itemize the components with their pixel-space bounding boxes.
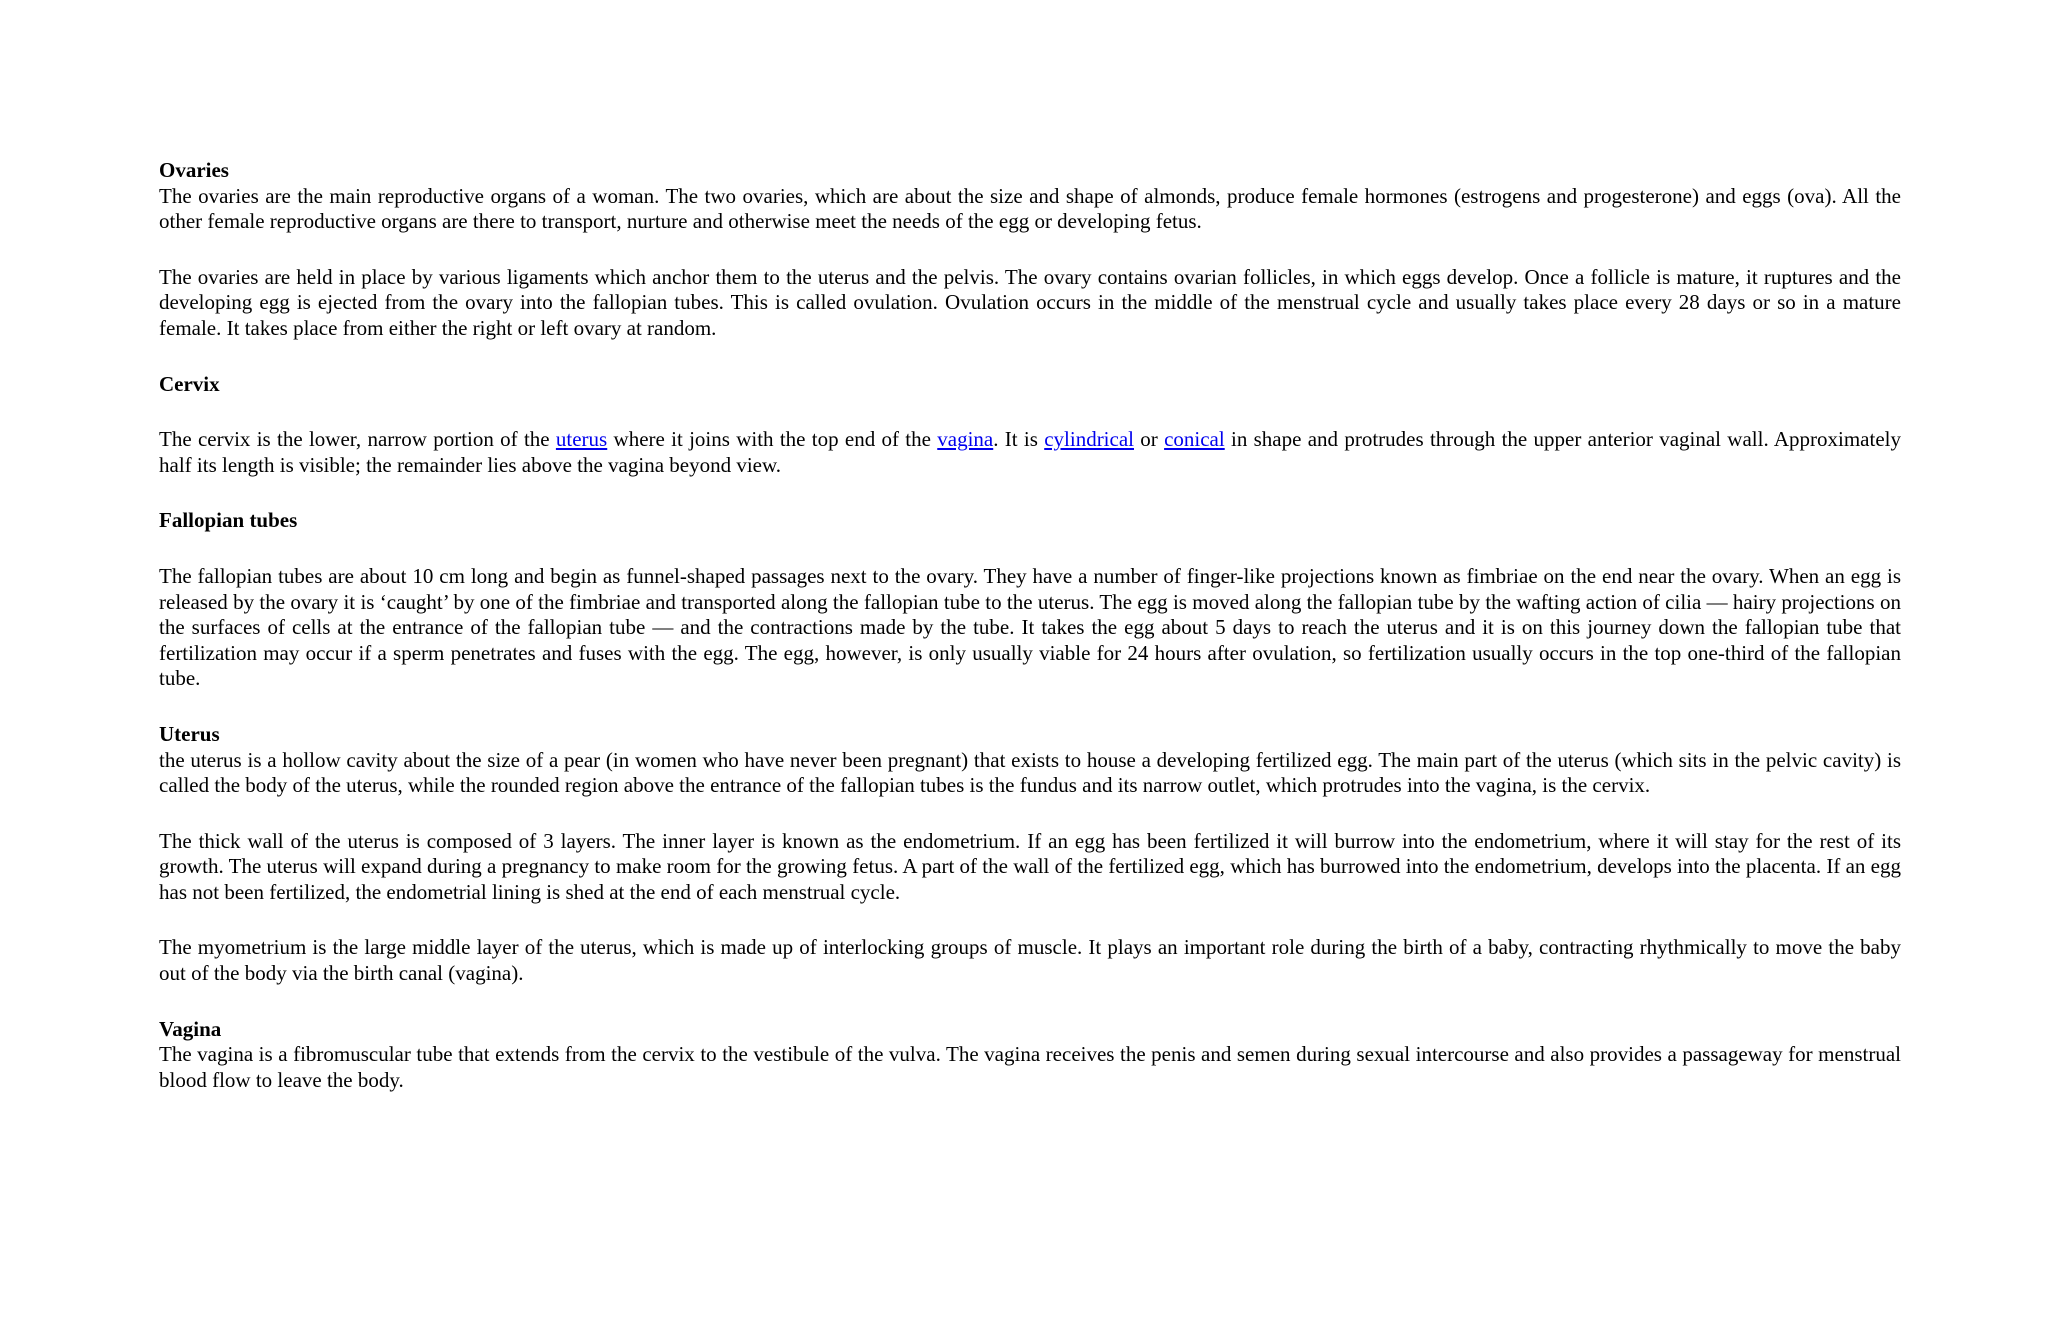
spacer [159, 342, 1901, 372]
spacer [159, 987, 1901, 1017]
spacer [159, 534, 1901, 564]
link-uterus[interactable]: uterus [555, 427, 608, 452]
spacer [159, 235, 1901, 265]
document-page [159, 158, 1901, 1093]
cervix-text-3: . It is [993, 427, 1045, 452]
spacer [159, 397, 1901, 427]
heading-ovaries: Ovaries [159, 158, 229, 182]
paragraph-vagina: The vagina is a fibromuscular tube that extends from the cervix to the vestibule of the vulva. The vagina receives the penis and semen during sexual intercourse and also provides a passageway for menstrual blood flow to leave the body. [159, 1042, 1901, 1092]
cervix-text-5: in shape and protrudes through the upper anterior vaginal wall. Approximately half its length is visible; the remainder lies above the vagina beyond view. [159, 427, 1901, 477]
heading-fallopian-tubes: Fallopian tubes [159, 508, 298, 533]
paragraph-ovaries-2: The ovaries are held in place by various ligaments which anchor them to the uterus and the pelvis. The ovary contains ovarian follicles, in which eggs develop. Once a follicle is mature, it ruptures and the developing egg is ejected from the ovary into the fallopian tubes. This is called ovulation. Ovulation occurs in the middle of the menstrual cycle and usually takes place every 28 days or so in a mature female. It takes place from either the right or left ovary at random. [159, 264, 1901, 340]
heading-vagina: Vagina [159, 1016, 222, 1041]
cervix-text-4: or [1134, 427, 1165, 452]
cervix-text-1: The cervix is the lower, narrow portion of the [159, 427, 556, 452]
heading-uterus: Uterus [159, 721, 220, 746]
spacer [159, 799, 1901, 829]
paragraph-uterus-2: The thick wall of the uterus is composed of 3 layers. The inner layer is known as the endometrium. If an egg has been fertilized it will burrow into the endometrium, where it will stay for the rest of its growth. The uterus will expand during a pregnancy to make room for the growing fetus. A part of the wall of the fertilized egg, which has burrowed into the endometrium, develops into the placenta. If an egg has not been fertilized, the endometrial lining is shed at the end of each menstrual cycle. [159, 828, 1901, 904]
paragraph-uterus-3: The myometrium is the large middle layer of the uterus, which is made up of interlocking groups of muscle. It plays an important role during the birth of a baby, contracting rhythmically to move the baby out of the body via the birth canal (vagina). [159, 935, 1901, 986]
spacer [159, 478, 1901, 508]
spacer [159, 905, 1901, 935]
spacer [159, 692, 1901, 722]
paragraph-ovaries-1: The ovaries are the main reproductive organs of a woman. The two ovaries, which are about the size and shape of almonds, produce female hormones (estrogens and progesterone) and eggs (ova). All the other female reproductive organs are there to transport, nurture and otherwise meet the needs of the egg or developing fetus. [159, 183, 1901, 234]
paragraph-fallopian-tubes: The fallopian tubes are about 10 cm long and begin as funnel-shaped passages next to the ovary. They have a number of finger-like projections known as fimbriae on the end near the ovary. When an egg is released by the ovary it is ‘caught’ by one of the fimbriae and transported along the fallopian tube to the uterus. The egg is moved along the fallopian tube by the wafting action of cilia — hairy projections on the surfaces of cells at the entrance of the fallopian tube — and the contractions made by the tube. It takes the egg about 5 days to reach the uterus and it is on this journey down the fallopian tube that fertilization may occur if a sperm penetrates and fuses with the egg. The egg, however, is only usually viable for 24 hours after ovulation, so fertilization usually occurs in the top one-third of the fallopian tube. [159, 563, 1901, 691]
cervix-text-2: where it joins with the top end of the [607, 427, 938, 452]
link-cylindrical[interactable]: cylindrical [1044, 427, 1134, 452]
link-vagina[interactable]: vagina [937, 427, 994, 452]
paragraph-uterus-1: the uterus is a hollow cavity about the size of a pear (in women who have never been pregnant) that exists to house a developing fertilized egg. The main part of the uterus (which sits in the pelvic cavity) is called the body of the uterus, while the rounded region above the entrance of the fallopian tubes is the fundus and its narrow outlet, which protrudes into the vagina, is the cervix. [159, 747, 1901, 798]
link-conical[interactable]: conical [1164, 427, 1225, 452]
paragraph-cervix [159, 427, 1901, 478]
heading-cervix: Cervix [159, 371, 220, 396]
